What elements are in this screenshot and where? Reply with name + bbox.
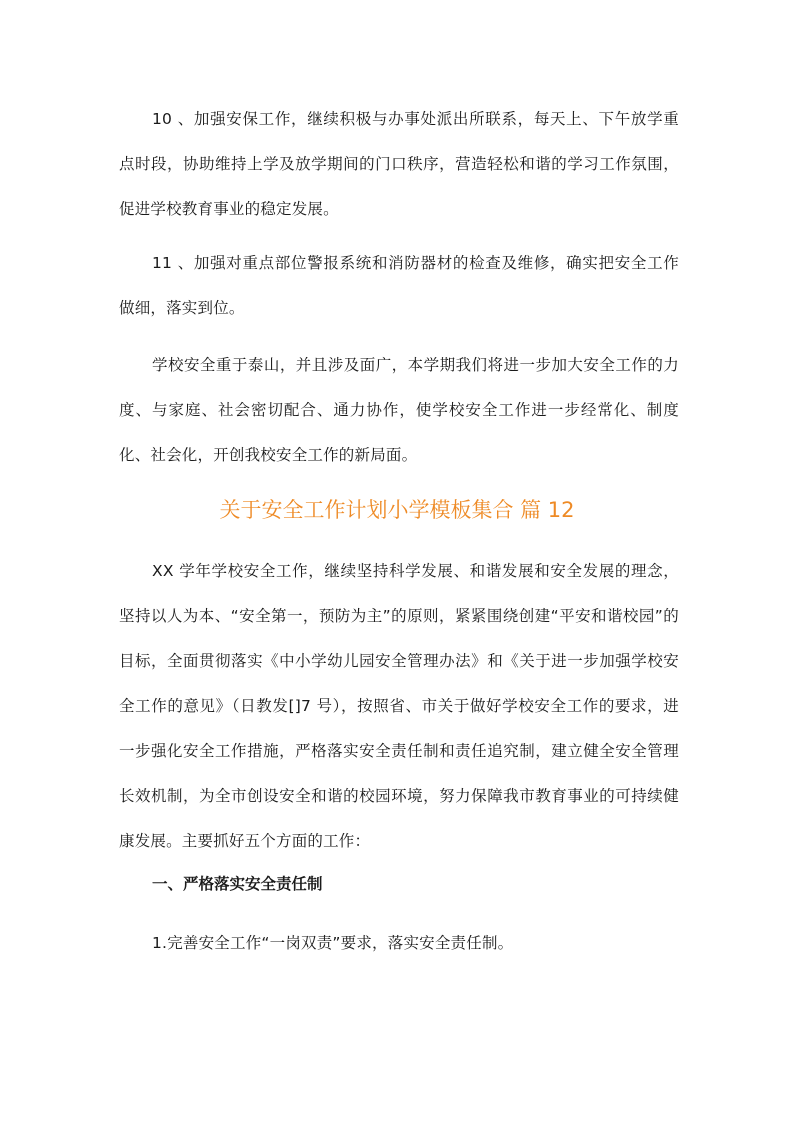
paragraph-item-1: 1.完善安全工作“一岗双责”要求，落实安全责任制。 [152,934,514,952]
section-title: 关于安全工作计划小学模板集合 篇 12 [219,498,575,522]
paragraph-conclusion: 学校安全重于泰山，并且涉及面广，本学期我们将进一步加大安全工作的力度、与家庭、社会密切配合、通力协作，使学校安全工作进一步经常化、制度化、社会化，开创我校安全工作的新局面。 [119,356,679,464]
paragraph-item-10: 10 、加强安保工作，继续积极与办事处派出所联系，每天上、下午放学重点时段，协助维持上学及放学期间的门口秩序，营造轻松和谐的学习工作氛围，促进学校教育事业的稳定发展。 [119,110,679,218]
paragraph-item-11: 11 、加强对重点部位警报系统和消防器材的检查及维修，确实把安全工作做细，落实到位。 [119,254,679,317]
paragraph-intro: XX 学年学校安全工作，继续坚持科学发展、和谐发展和安全发展的理念，坚持以人为本、“安全第一，预防为主”的原则，紧紧围绕创建“平安和谐校园”的目标，全面贯彻落实《中小学幼儿园安全管理办法》和《关于进一步加强学校安全工作的意见》（日教发[]7 号），按照省、市关于做好学校安全工作的要求，进一步强化安全工作措施，严格落实安全责任制和责任追究制，建立健全安全管理长效机制，为全市创设安全和谐的校园环境，努力保障我市教育事业的可持续健康发展。主要抓好五个方面的工作： [119,562,679,850]
subheading: 一、严格落实安全责任制 [152,875,323,893]
